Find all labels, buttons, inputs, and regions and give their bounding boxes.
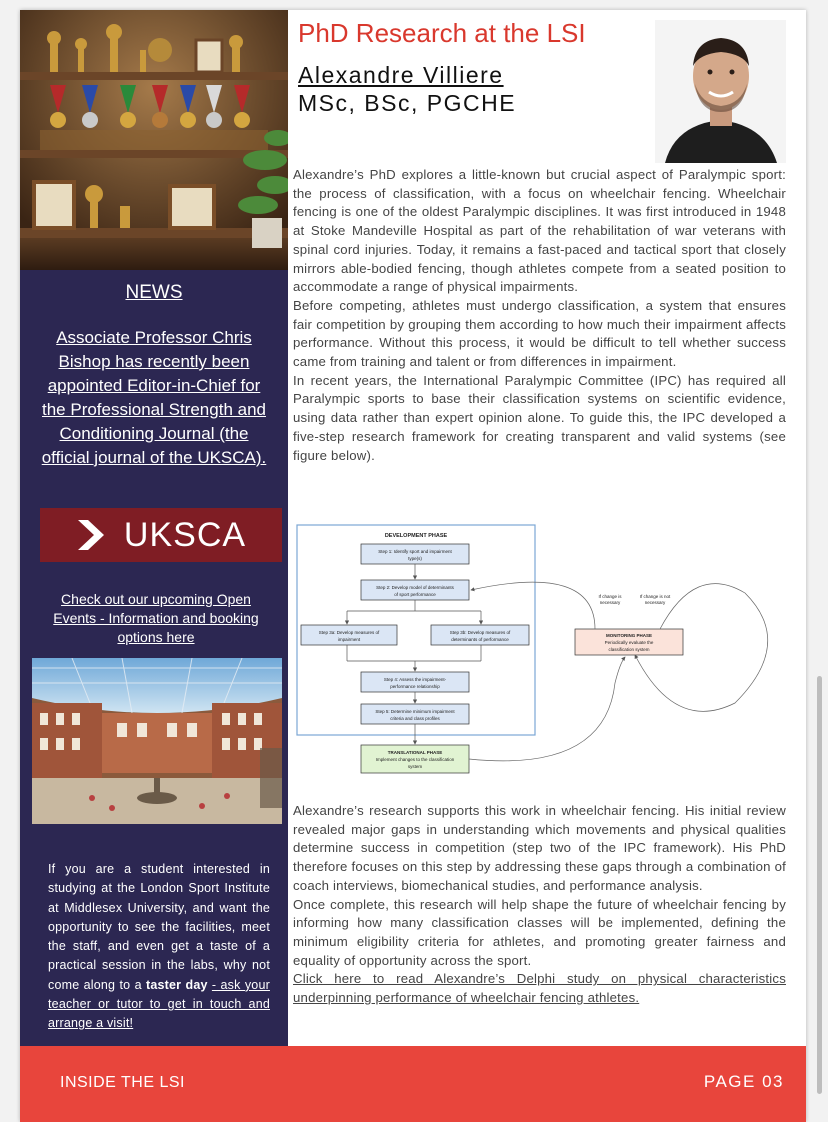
campus-atrium-image bbox=[32, 658, 282, 824]
paragraph-ipc: In recent years, the International Paralympic Committee (IPC) has required all Paralympic sports to base their classification systems on scientific evidence, using data rather than expert opinion alone. To guide this, the IPC developed a five-step research framework for creating transparent and valid systems (see figure below). bbox=[293, 372, 786, 463]
uksca-logo bbox=[40, 508, 282, 562]
monitoring-phase-title: MONITORING PHASE bbox=[606, 633, 652, 638]
footer-section-label: INSIDE THE LSI bbox=[60, 1074, 185, 1091]
development-phase-label: DEVELOPMENT PHASE bbox=[384, 533, 448, 539]
step-1-line-1: Step 1: Identify sport and impairment bbox=[378, 549, 452, 554]
change-necessary-line-2: necessary bbox=[599, 600, 621, 605]
translational-phase-box bbox=[361, 745, 469, 773]
open-events-link[interactable]: Check out our upcoming Open Events - Information and booking options here bbox=[53, 591, 259, 645]
delphi-study-link[interactable]: Click here to read Alexandre’s Delphi study on physical characteristics underpinning performance of wheelchair fencing athletes. bbox=[293, 971, 786, 1006]
article-body-lower bbox=[293, 802, 786, 1008]
step-2-box bbox=[361, 580, 469, 600]
paragraph-research: Alexandre’s research supports this work in wheelchair fencing. His initial review revealed major gaps in understanding which movements and physical qualities determine success in competition (step two of the IPC framework). His PhD therefore focuses on this step by addressing these gaps through a combination of coach interviews, biomechanical studies, and performance analysis. bbox=[293, 803, 786, 893]
step-4-box bbox=[361, 672, 469, 692]
footer-bar bbox=[20, 1046, 806, 1122]
change-not-necessary-line-2: necessary bbox=[644, 600, 666, 605]
step-3b-line-2: determinants of performance bbox=[451, 637, 509, 642]
author-name: Alexandre Villiere bbox=[298, 62, 504, 88]
step-3a-box bbox=[301, 625, 397, 645]
monitoring-phase-box bbox=[575, 629, 683, 655]
step-3a-line-2: impairment bbox=[337, 637, 361, 642]
uksca-logo-text: UKSCA bbox=[123, 515, 247, 554]
scrollbar-thumb[interactable] bbox=[817, 676, 822, 1094]
change-not-necessary-line-1: If change is not bbox=[639, 594, 671, 599]
translational-phase-line-1: Implement changes to the classification bbox=[375, 757, 455, 762]
news-heading: NEWS bbox=[125, 282, 183, 303]
student-info-text bbox=[48, 860, 270, 1034]
footer-page-number: PAGE 03 bbox=[703, 1072, 784, 1091]
step-1-line-2: type(s) bbox=[408, 556, 422, 561]
taster-day-label: taster day bbox=[145, 977, 208, 992]
trophy-shelf-image bbox=[20, 10, 288, 270]
step-3a-line-1: Step 3a: Develop measures of bbox=[318, 630, 380, 635]
step-4-line-2: performance relationship bbox=[390, 684, 440, 689]
arrange-visit-link[interactable]: - ask your teacher or tutor to get in touch and arrange a visit! bbox=[48, 977, 270, 1031]
newsletter-page bbox=[20, 10, 806, 1122]
paragraph-outcome: Once complete, this research will help shape the future of wheelchair fencing by informing how many classification classes will be implemented, defining the minimum eligibility criteria for athletes, and promoting greater fairness and equality of opportunity across the sport. bbox=[293, 896, 786, 968]
step-2-line-1: Step 2: Develop model of determinants bbox=[376, 585, 454, 590]
article-body-upper bbox=[293, 166, 786, 465]
author-credentials: MSc, BSc, PGCHE bbox=[298, 90, 517, 116]
step-1-box bbox=[361, 544, 469, 564]
step-5-box bbox=[361, 704, 469, 724]
monitoring-phase-line-2: classification system bbox=[608, 647, 650, 652]
step-4-line-1: Step 4: Assess the impairment- bbox=[383, 677, 447, 682]
author-portrait bbox=[655, 20, 786, 163]
change-necessary-line-1: If change is bbox=[598, 594, 622, 599]
paragraph-classification: Before competing, athletes must undergo classification, a system that ensures fair competition by grouping them according to how much their impairment affects performance. Without this process, it would be difficult to tell whether success came from training and talent or from differences in impairment. bbox=[293, 297, 786, 370]
step-5-line-1: Step 5: Determine minimum impairment bbox=[375, 709, 455, 714]
uksca-chevron-icon bbox=[76, 518, 110, 552]
ipc-framework-figure bbox=[295, 523, 785, 793]
page-title: PhD Research at the LSI bbox=[298, 18, 586, 48]
student-info-body: If you are a student interested in studying at the London Sport Institute at Middlesex University, and want the opportunity to see the facilities, meet the staff, and even get a taste of a practical session in the labs, why not come along to a bbox=[48, 862, 270, 992]
step-3b-box bbox=[431, 625, 529, 645]
step-2-line-2: of sport performance bbox=[394, 592, 436, 597]
main-column bbox=[288, 10, 806, 1046]
news-article-link[interactable]: Associate Professor Chris Bishop has recently been appointed Editor-in-Chief for the Professional Strength and Conditioning Journal (the official journal of the UKSCA). bbox=[41, 328, 267, 467]
step-5-line-2: criteria and class profiles bbox=[390, 716, 440, 721]
paragraph-intro: Alexandre’s PhD explores a little-known but crucial aspect of Paralympic sport: the process of classification, with a focus on wheelchair fencing. Wheelchair fencing is one of the oldest Paralympic disciplines. It was first introduced in 1948 at Stoke Mandeville Hospital as part of the rehabilitation of war veterans with spinal cord injuries. Today, it remains a fast-paced and tactical sport that closely mirrors able-bodied fencing, though athletes compete from a seated position to accommodate a range of physical impairments. bbox=[293, 167, 786, 295]
sidebar bbox=[20, 10, 288, 1046]
step-3b-line-1: Step 3b: Develop measures of bbox=[449, 630, 511, 635]
translational-phase-title: TRANSLATIONAL PHASE bbox=[387, 750, 443, 755]
translational-phase-line-2: system bbox=[407, 764, 423, 769]
monitoring-phase-line-1: Periodically evaluate the bbox=[604, 640, 654, 645]
